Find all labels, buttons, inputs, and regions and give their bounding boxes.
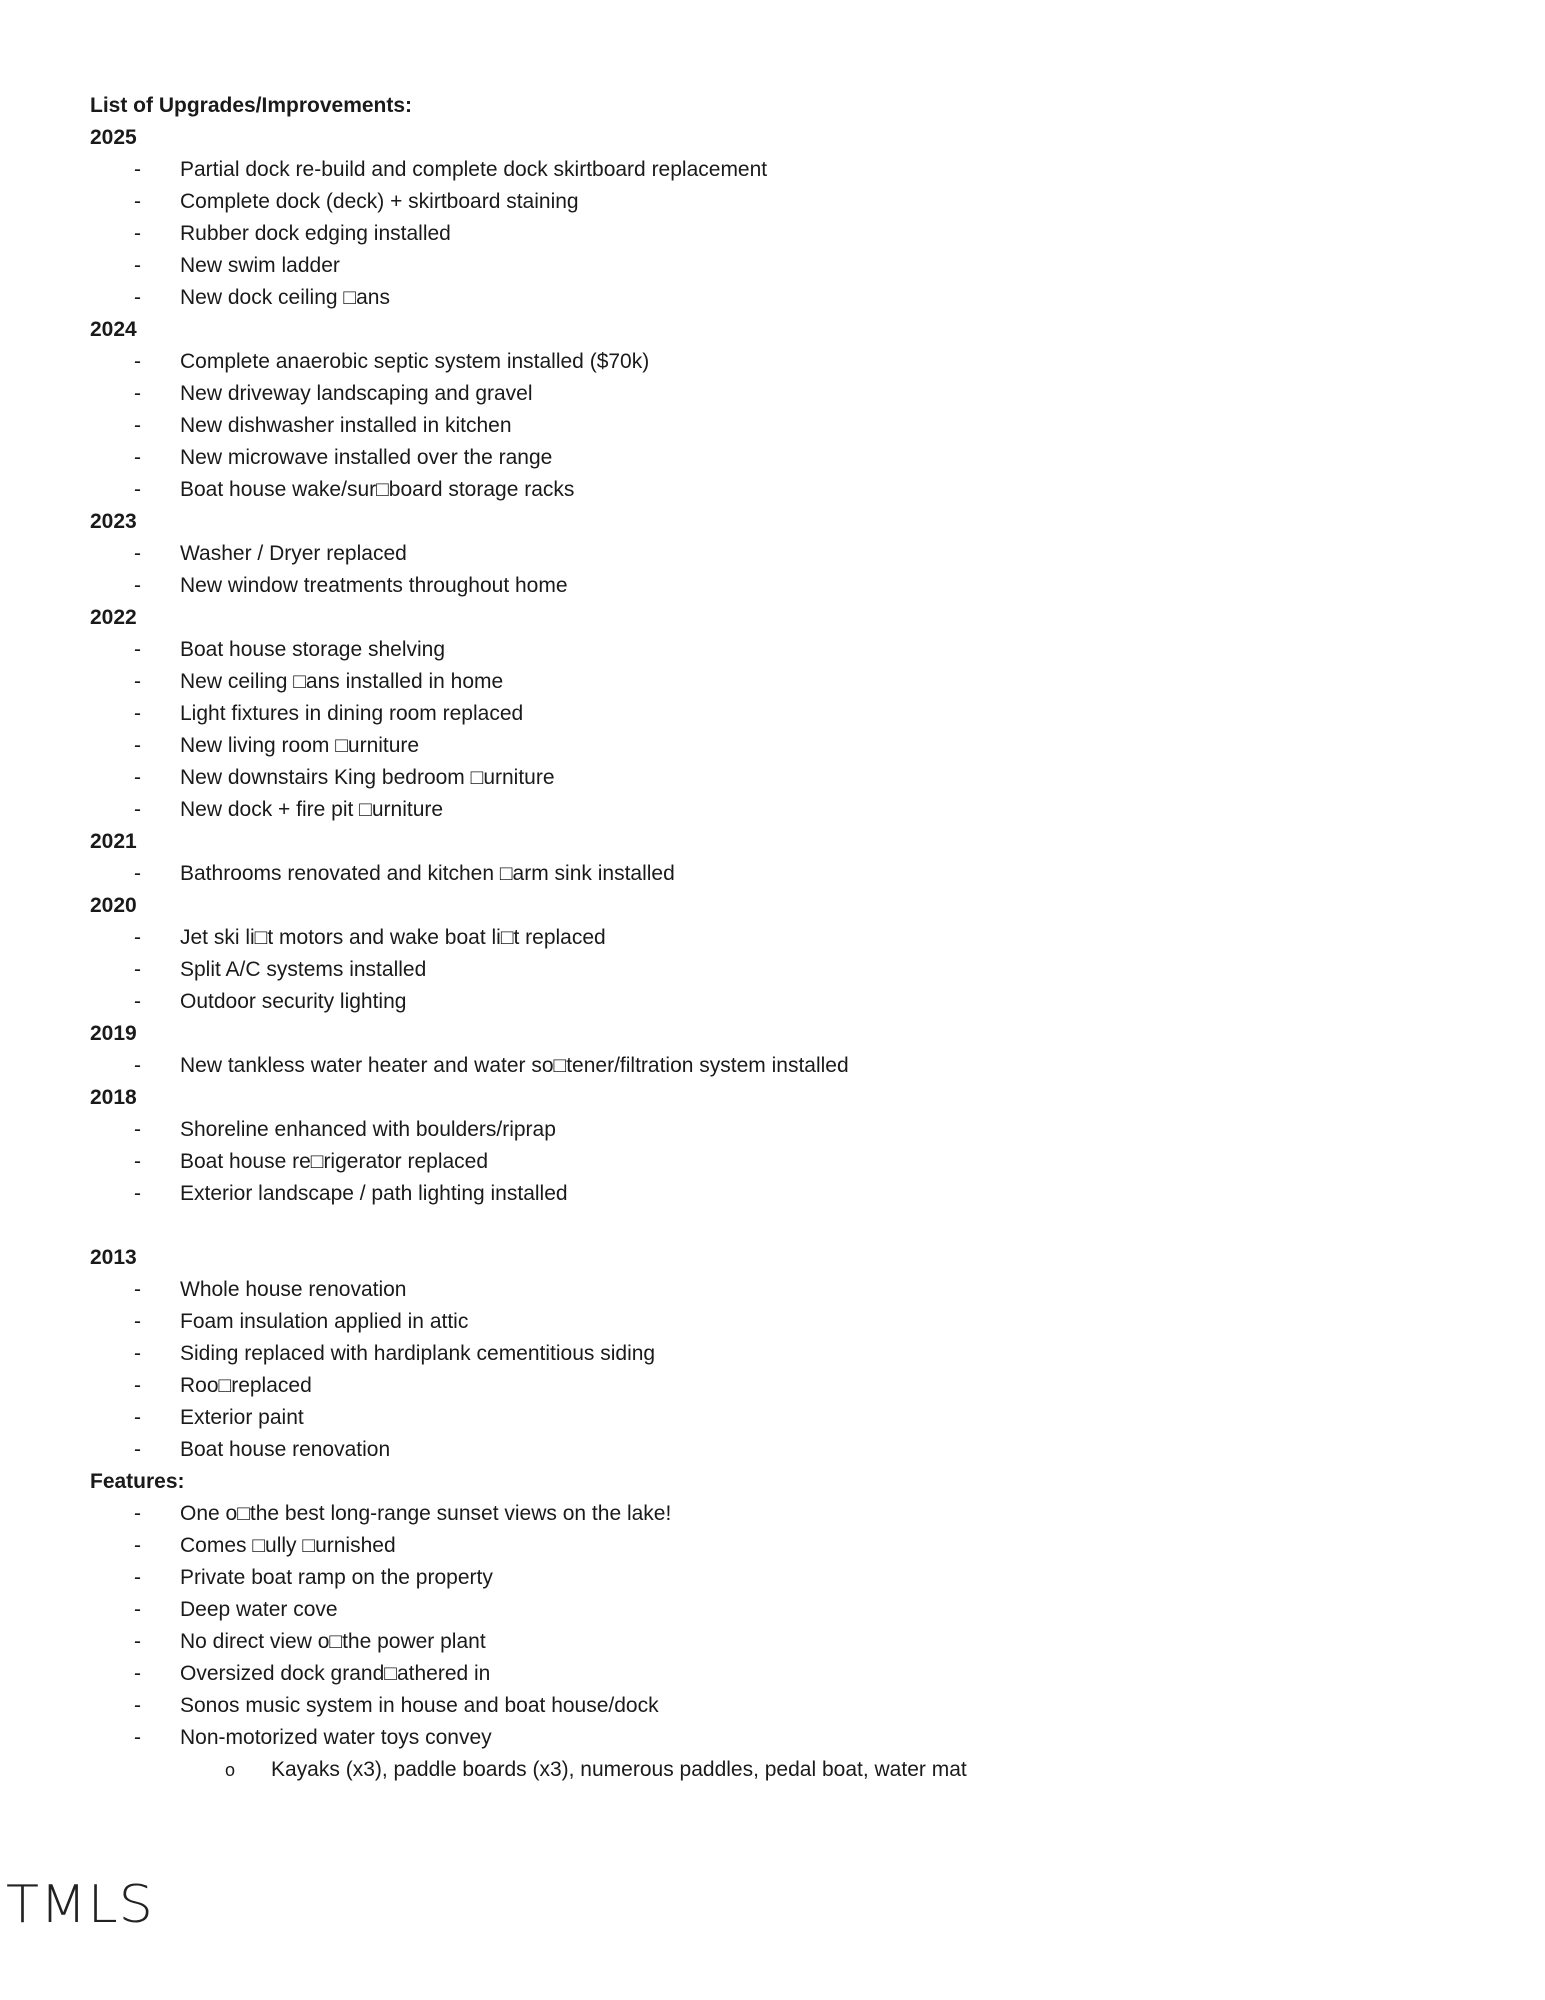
- list-item-text: New dock + fire pit □urniture: [180, 798, 444, 821]
- document-title: List of Upgrades/Improvements:: [90, 94, 413, 117]
- list-item: [90, 858, 1490, 890]
- list-item-text: Light fixtures in dining room replaced: [180, 702, 524, 725]
- list-item-text: Private boat ramp on the property: [180, 1566, 493, 1589]
- list-item: [90, 1402, 1490, 1434]
- list-item: [90, 1658, 1490, 1690]
- section-heading: Features:: [90, 1470, 185, 1493]
- list-item: [90, 282, 1490, 314]
- list-item-text: New downstairs King bedroom □urniture: [180, 766, 555, 789]
- section-heading: 2020: [90, 894, 137, 917]
- section-heading: 2019: [90, 1022, 137, 1045]
- list-item: [90, 346, 1490, 378]
- list-item-text: Oversized dock grand□athered in: [180, 1662, 491, 1685]
- list-item: [90, 1530, 1490, 1562]
- list-item: [90, 410, 1490, 442]
- list-item: [90, 666, 1490, 698]
- list-item-text: New ceiling □ans installed in home: [180, 670, 504, 693]
- list-item-text: Jet ski li□t motors and wake boat li□t replaced: [180, 926, 606, 949]
- list-item-text: New dock ceiling □ans: [180, 286, 390, 309]
- list-item-text: New driveway landscaping and gravel: [180, 382, 533, 405]
- dash-bullet: -: [134, 1694, 141, 1717]
- dash-bullet: -: [134, 1502, 141, 1525]
- list-item: [90, 570, 1490, 602]
- list-item: [90, 186, 1490, 218]
- section-heading: 2022: [90, 606, 137, 629]
- list-item: [90, 1146, 1490, 1178]
- list-item: [90, 698, 1490, 730]
- list-item: [90, 762, 1490, 794]
- list-item: [90, 1178, 1490, 1210]
- dash-bullet: -: [134, 1534, 141, 1557]
- dash-bullet: -: [134, 766, 141, 789]
- dash-bullet: -: [134, 702, 141, 725]
- list-item-text: New dishwasher installed in kitchen: [180, 414, 512, 437]
- list-item: [90, 538, 1490, 570]
- dash-bullet: -: [134, 414, 141, 437]
- list-item: [90, 442, 1490, 474]
- circle-bullet: o: [225, 1760, 236, 1780]
- document: [90, 90, 1490, 1786]
- list-item: [90, 794, 1490, 826]
- dash-bullet: -: [134, 542, 141, 565]
- list-item: [90, 922, 1490, 954]
- list-item: [90, 1306, 1490, 1338]
- dash-bullet: -: [134, 1726, 141, 1749]
- list-item: [90, 1050, 1490, 1082]
- list-item-text: Boat house re□rigerator replaced: [180, 1150, 489, 1173]
- section-heading: 2024: [90, 318, 137, 341]
- list-item-text: Sonos music system in house and boat house/dock: [180, 1694, 659, 1717]
- section-gap: [90, 1210, 1490, 1242]
- dash-bullet: -: [134, 862, 141, 885]
- tmls-logo: TMLS: [6, 1874, 154, 1935]
- list-item: [90, 154, 1490, 186]
- dash-bullet: -: [134, 1598, 141, 1621]
- list-item-text: New swim ladder: [180, 254, 340, 277]
- dash-bullet: -: [134, 670, 141, 693]
- dash-bullet: -: [134, 350, 141, 373]
- list-item-text: Outdoor security lighting: [180, 990, 407, 1013]
- list-item: [90, 634, 1490, 666]
- list-item: [90, 1498, 1490, 1530]
- list-item: [90, 1370, 1490, 1402]
- list-item-text: Deep water cove: [180, 1598, 338, 1621]
- section-heading: 2018: [90, 1086, 137, 1109]
- list-item-text: New window treatments throughout home: [180, 574, 568, 597]
- dash-bullet: -: [134, 734, 141, 757]
- list-item: [90, 1338, 1490, 1370]
- dash-bullet: -: [134, 958, 141, 981]
- list-item: [90, 1114, 1490, 1146]
- list-item: [90, 1594, 1490, 1626]
- list-item-text: Boat house wake/sur□board storage racks: [180, 478, 575, 501]
- dash-bullet: -: [134, 254, 141, 277]
- list-item-text: New tankless water heater and water so□tener/filtration system installed: [180, 1054, 849, 1077]
- dash-bullet: -: [134, 286, 141, 309]
- section-heading: 2021: [90, 830, 137, 853]
- section-heading: 2025: [90, 126, 137, 149]
- list-item: [90, 954, 1490, 986]
- list-item-text: Comes □ully □urnished: [180, 1534, 396, 1557]
- dash-bullet: -: [134, 158, 141, 181]
- dash-bullet: -: [134, 222, 141, 245]
- list-item-text: Siding replaced with hardiplank cementitious siding: [180, 1342, 656, 1365]
- list-item-text: Bathrooms renovated and kitchen □arm sink installed: [180, 862, 675, 885]
- dash-bullet: -: [134, 1118, 141, 1141]
- list-item-text: Shoreline enhanced with boulders/riprap: [180, 1118, 556, 1141]
- dash-bullet: -: [134, 1278, 141, 1301]
- list-item-text: One o□the best long-range sunset views on the lake!: [180, 1502, 672, 1525]
- list-item-text: Complete dock (deck) + skirtboard staining: [180, 190, 579, 213]
- dash-bullet: -: [134, 1150, 141, 1173]
- dash-bullet: -: [134, 798, 141, 821]
- dash-bullet: -: [134, 1438, 141, 1461]
- dash-bullet: -: [134, 1310, 141, 1333]
- list-item-text: Boat house renovation: [180, 1438, 391, 1461]
- list-item: [90, 474, 1490, 506]
- list-item: [90, 1626, 1490, 1658]
- section-heading: 2023: [90, 510, 137, 533]
- dash-bullet: -: [134, 1182, 141, 1205]
- list-item-text: Exterior landscape / path lighting installed: [180, 1182, 568, 1205]
- list-item-text: Exterior paint: [180, 1406, 304, 1429]
- list-item: [90, 1690, 1490, 1722]
- dash-bullet: -: [134, 638, 141, 661]
- list-item-text: Washer / Dryer replaced: [180, 542, 407, 565]
- sections-container: [90, 122, 1490, 1786]
- sub-list-item: [90, 1754, 1490, 1786]
- sub-list-item-text: Kayaks (x3), paddle boards (x3), numerous paddles, pedal boat, water mat: [271, 1758, 967, 1781]
- list-item-text: Roo□replaced: [180, 1374, 312, 1397]
- list-item-text: Split A/C systems installed: [180, 958, 427, 981]
- list-item: [90, 1722, 1490, 1754]
- dash-bullet: -: [134, 1406, 141, 1429]
- list-item-text: Whole house renovation: [180, 1278, 407, 1301]
- list-item: [90, 1434, 1490, 1466]
- dash-bullet: -: [134, 1630, 141, 1653]
- list-item-text: Boat house storage shelving: [180, 638, 446, 661]
- dash-bullet: -: [134, 1374, 141, 1397]
- dash-bullet: -: [134, 382, 141, 405]
- list-item-text: New microwave installed over the range: [180, 446, 553, 469]
- list-item-text: No direct view o□the power plant: [180, 1630, 486, 1653]
- list-item-text: Partial dock re-build and complete dock skirtboard replacement: [180, 158, 768, 181]
- list-item-text: Foam insulation applied in attic: [180, 1310, 469, 1333]
- dash-bullet: -: [134, 990, 141, 1013]
- dash-bullet: -: [134, 446, 141, 469]
- dash-bullet: -: [134, 1566, 141, 1589]
- list-item: [90, 218, 1490, 250]
- list-item-text: Rubber dock edging installed: [180, 222, 451, 245]
- dash-bullet: -: [134, 190, 141, 213]
- list-item: [90, 1562, 1490, 1594]
- dash-bullet: -: [134, 1342, 141, 1365]
- list-item: [90, 1274, 1490, 1306]
- list-item-text: Non-motorized water toys convey: [180, 1726, 492, 1749]
- list-item: [90, 378, 1490, 410]
- list-item: [90, 730, 1490, 762]
- list-item-text: New living room □urniture: [180, 734, 420, 757]
- list-item: [90, 986, 1490, 1018]
- dash-bullet: -: [134, 926, 141, 949]
- dash-bullet: -: [134, 1054, 141, 1077]
- section-heading: 2013: [90, 1246, 137, 1269]
- dash-bullet: -: [134, 478, 141, 501]
- list-item-text: Complete anaerobic septic system installed ($70k): [180, 350, 650, 373]
- dash-bullet: -: [134, 1662, 141, 1685]
- dash-bullet: -: [134, 574, 141, 597]
- list-item: [90, 250, 1490, 282]
